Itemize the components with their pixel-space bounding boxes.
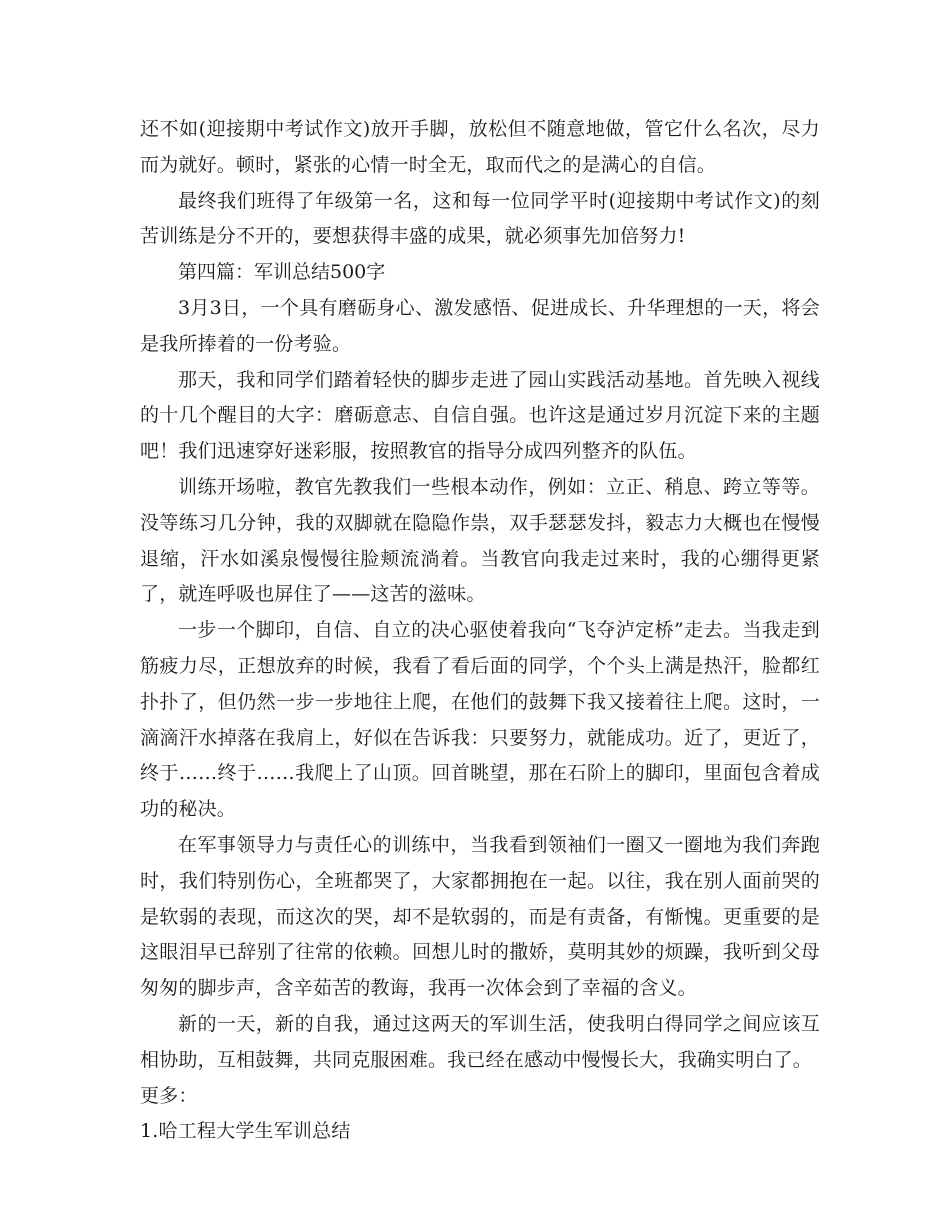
paragraph: 一步一个脚印，自信、自立的决心驱使着我向“飞夺泸定桥”走去。当我走到筋疲力尽，正想放弃的时候，我看了看后面的同学，个个头上满是热汗，脸都红扑扑了，但仍然一步一步地往上爬，在他们的鼓舞下我又接着往上爬。这时，一滴滴汗水掉落在我肩上，好似在告诉我：只要努力，就能成功。近了，更近了，终于……终于……我爬上了山顶。回首眺望，那在石阶上的脚印，里面包含着成功的秘决。 [140, 619, 820, 821]
paragraph: 在军事领导力与责任心的训练中，当我看到领袖们一圈又一圈地为我们奔跑时，我们特别伤心，全班都哭了，大家都拥抱在一起。以往，我在别人面前哭的是软弱的表现，而这次的哭，却不是软弱的，而是有责备，有惭愧。更重要的是这眼泪早已辞别了往常的依赖。回想儿时的撒娇，莫明其妙的烦躁，我听到父母匆匆的脚步声，含辛茹苦的教诲，我再一次体会到了幸福的含义。 [140, 833, 820, 1000]
document-body [140, 112, 820, 1150]
more-label: 更多： [140, 1084, 198, 1107]
paragraph: 3月3日，一个具有磨砺身心、激发感悟、促进成长、升华理想的一天，将会是我所捧着的一份考验。 [140, 296, 820, 355]
paragraph: 新的一天，新的自我，通过这两天的军训生活，使我明白得同学之间应该互相协助，互相鼓舞，共同克服困难。我已经在感动中慢慢长大，我确实明白了。 [140, 1012, 820, 1071]
section-heading: 第四篇：军训总结500字 [178, 261, 386, 284]
paragraph: 训练开场啦，教官先教我们一些根本动作，例如：立正、稍息、跨立等等。没等练习几分钟，我的双脚就在隐隐作祟，双手瑟瑟发抖，毅志力大概也在慢慢退缩，汗水如溪泉慢慢往脸颊流淌着。当教官向我走过来时，我的心绷得更紧了，就连呼吸也屏住了——这苦的滋味。 [140, 475, 820, 606]
related-link-item: 1.哈工程大学生军训总结 [140, 1120, 351, 1143]
paragraph: 最终我们班得了年级第一名，这和每一位同学平时(迎接期中考试作文)的刻苦训练是分不开的，要想获得丰盛的成果，就必须事先加倍努力! [140, 189, 820, 248]
paragraph: 还不如(迎接期中考试作文)放开手脚，放松但不随意地做，管它什么名次，尽力而为就好。顿时，紧张的心情一时全无，取而代之的是满心的自信。 [140, 118, 820, 176]
paragraph: 那天，我和同学们踏着轻快的脚步走进了园山实践活动基地。首先映入视线的十几个醒目的大字：磨砺意志、自信自强。也许这是通过岁月沉淀下来的主题吧！我们迅速穿好迷彩服，按照教官的指导分成四列整齐的队伍。 [140, 368, 820, 463]
